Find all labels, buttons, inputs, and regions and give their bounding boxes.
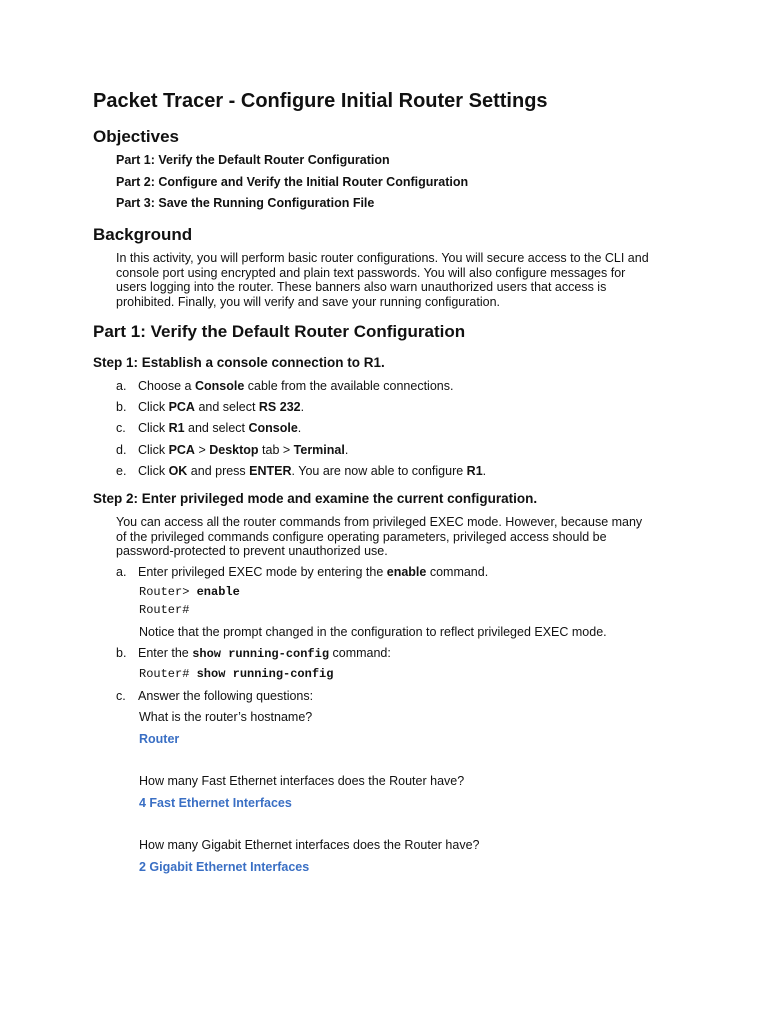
cli-command: show running-config: [196, 667, 334, 681]
item-text: cable from the available connections.: [244, 379, 454, 393]
item-label: e.: [116, 464, 127, 478]
cli-show-run-line: [139, 668, 333, 682]
objective-item: Part 3: Save the Running Configuration File: [116, 196, 375, 210]
item-label: a.: [116, 565, 127, 579]
page-title: Packet Tracer - Configure Initial Router Settings: [93, 90, 548, 112]
item-text: Click: [138, 400, 169, 414]
item-label: a.: [116, 379, 127, 393]
item-label: c.: [116, 689, 126, 703]
question-fast-ethernet: How many Fast Ethernet interfaces does the Router have?: [139, 774, 465, 788]
cli-enable-line: [139, 586, 240, 600]
step1-item-e: [116, 464, 486, 479]
answer-gigabit-ethernet: 2 Gigabit Ethernet Interfaces: [139, 860, 310, 874]
item-label: b.: [116, 646, 127, 660]
item-text: tab >: [258, 443, 294, 457]
item-text: Enter privileged EXEC mode by entering the: [138, 565, 387, 579]
item-bold: Terminal: [293, 443, 345, 457]
item-bold: Console: [248, 421, 298, 435]
answer-fast-ethernet: 4 Fast Ethernet Interfaces: [139, 796, 292, 810]
step1-item-a: [116, 379, 453, 394]
item-text: command:: [329, 646, 391, 660]
item-text: .: [297, 421, 302, 435]
item-text: Enter the: [138, 646, 193, 660]
item-label: c.: [116, 421, 126, 435]
item-bold: enable: [386, 565, 427, 579]
background-line: prohibited. Finally, you will verify and save your running configuration.: [116, 294, 500, 309]
item-bold: OK: [168, 464, 188, 478]
step1-item-d: [116, 443, 348, 458]
item-text: .: [300, 400, 305, 414]
part1-heading: Part 1: Verify the Default Router Configuration: [93, 322, 466, 341]
cli-command: enable: [196, 585, 240, 599]
item-bold: R1: [168, 421, 185, 435]
item-bold: ENTER: [249, 464, 292, 478]
question-gigabit-ethernet: How many Gigabit Ethernet interfaces does the Router have?: [139, 838, 480, 852]
item-text: and select: [184, 421, 249, 435]
background-heading: Background: [93, 225, 193, 244]
item-bold: PCA: [168, 443, 195, 457]
cli-prompt: Router#: [139, 667, 197, 681]
cli-prompt: Router>: [139, 585, 197, 599]
step1-heading: Step 1: Establish a console connection to R1.: [93, 355, 385, 370]
item-text: .: [482, 464, 487, 478]
question-hostname: What is the router’s hostname?: [139, 710, 313, 724]
step2-heading: Step 2: Enter privileged mode and examine the current configuration.: [93, 491, 538, 506]
step1-item-c: [116, 421, 301, 436]
background-line: users logging into the router. These banners also warn unauthorized users that access is: [116, 280, 607, 294]
step2-item-a: [116, 565, 488, 580]
objective-item: Part 2: Configure and Verify the Initial Router Configuration: [116, 175, 469, 189]
item-text: and press: [187, 464, 250, 478]
cli-prompt-line: Router#: [139, 603, 190, 617]
step1-item-b: [116, 400, 304, 415]
answer-hostname: Router: [139, 732, 180, 746]
item-label: d.: [116, 443, 127, 457]
item-text: Answer the following questions:: [138, 689, 314, 703]
inline-code: show running-config: [192, 647, 330, 661]
item-bold: Console: [194, 379, 245, 393]
item-text: Click: [138, 464, 169, 478]
prompt-note: Notice that the prompt changed in the configuration to reflect privileged EXEC mode.: [139, 625, 607, 639]
item-bold: Desktop: [209, 443, 259, 457]
item-bold: PCA: [168, 400, 195, 414]
step2-item-c: [116, 689, 313, 704]
item-text: >: [194, 443, 210, 457]
background-line: In this activity, you will perform basic router configurations. You will secure access to the CLI and: [116, 251, 649, 265]
background-paragraph: [116, 251, 649, 309]
item-bold: RS 232: [258, 400, 301, 414]
step2-intro: [116, 515, 642, 559]
step2-intro-line: of the privileged commands configure operating parameters, privileged access should be: [116, 529, 607, 544]
item-text: .: [344, 443, 349, 457]
item-text: and select: [194, 400, 259, 414]
objective-item: Part 1: Verify the Default Router Configuration: [116, 153, 390, 167]
background-line: console port using encrypted and plain text passwords. You will also configure messages for: [116, 265, 626, 280]
item-label: b.: [116, 400, 127, 414]
item-text: Click: [138, 421, 169, 435]
item-bold: R1: [466, 464, 483, 478]
step2-intro-line: password-protected to prevent unauthorized use.: [116, 544, 388, 558]
item-text: . You are now able to configure: [291, 464, 467, 478]
item-text: Choose a: [138, 379, 195, 393]
item-text: command.: [426, 565, 489, 579]
step2-item-b: [116, 646, 391, 662]
item-text: Click: [138, 443, 169, 457]
objectives-heading: Objectives: [93, 127, 179, 146]
step2-intro-line: You can access all the router commands from privileged EXEC mode. However, because many: [116, 515, 643, 529]
